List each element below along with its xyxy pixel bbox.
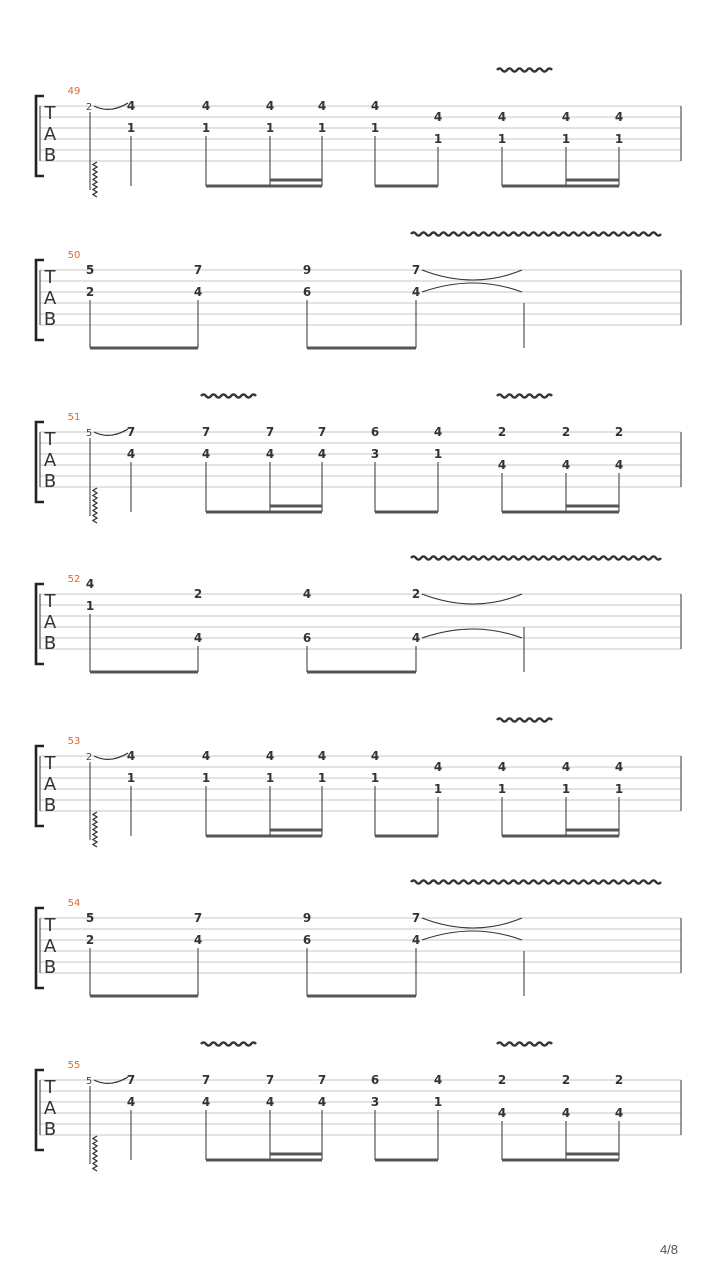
tie-arc bbox=[422, 283, 522, 292]
fret-number: 4 bbox=[614, 760, 624, 774]
fret-number: 4 bbox=[317, 1095, 327, 1109]
tie-arc bbox=[422, 918, 522, 928]
fret-number: 7 bbox=[317, 1073, 327, 1087]
tab-clef-t: T bbox=[44, 915, 56, 936]
fret-number: 4 bbox=[126, 99, 136, 113]
page-number: 4/8 bbox=[659, 1242, 679, 1257]
vibrato-mark bbox=[201, 394, 256, 397]
fret-number: 7 bbox=[411, 911, 421, 925]
fret-number: 4 bbox=[411, 933, 421, 947]
vibrato-mark bbox=[497, 718, 552, 721]
fret-number: 4 bbox=[302, 587, 312, 601]
fret-number: 4 bbox=[561, 458, 571, 472]
fret-number: 7 bbox=[193, 263, 203, 277]
fret-number: 2 bbox=[85, 285, 95, 299]
tab-clef-a: A bbox=[43, 450, 57, 471]
fret-number: 1 bbox=[370, 771, 380, 785]
fret-number: 2 bbox=[614, 425, 624, 439]
fret-number: 7 bbox=[265, 1073, 275, 1087]
fret-number: 7 bbox=[126, 1073, 136, 1087]
grace-note: 5 bbox=[85, 1076, 93, 1087]
tie-arc bbox=[422, 931, 522, 940]
fret-number: 4 bbox=[193, 631, 203, 645]
fret-number: 1 bbox=[370, 121, 380, 135]
fret-number: 1 bbox=[433, 132, 443, 146]
grace-note: 2 bbox=[85, 752, 93, 763]
fret-number: 4 bbox=[126, 749, 136, 763]
fret-number: 1 bbox=[317, 771, 327, 785]
tab-clef-t: T bbox=[44, 429, 56, 450]
fret-number: 1 bbox=[85, 599, 95, 613]
fret-number: 7 bbox=[411, 263, 421, 277]
fret-number: 4 bbox=[126, 1095, 136, 1109]
fret-number: 4 bbox=[265, 447, 275, 461]
vibrato-mark bbox=[201, 1042, 256, 1045]
grace-note: 2 bbox=[85, 102, 93, 113]
fret-number: 1 bbox=[614, 132, 624, 146]
fret-number: 4 bbox=[126, 447, 136, 461]
fret-number: 2 bbox=[193, 587, 203, 601]
measure-number: 51 bbox=[67, 412, 81, 423]
fret-number: 4 bbox=[201, 447, 211, 461]
fret-number: 2 bbox=[497, 1073, 507, 1087]
fret-number: 6 bbox=[302, 933, 312, 947]
fret-number: 1 bbox=[265, 121, 275, 135]
fret-number: 4 bbox=[201, 749, 211, 763]
fret-number: 2 bbox=[561, 425, 571, 439]
fret-number: 4 bbox=[561, 110, 571, 124]
fret-number: 6 bbox=[370, 1073, 380, 1087]
tab-clef-t: T bbox=[44, 103, 56, 124]
fret-number: 1 bbox=[201, 771, 211, 785]
arpeggio-mark bbox=[93, 1136, 97, 1171]
fret-number: 1 bbox=[433, 447, 443, 461]
fret-number: 5 bbox=[85, 263, 95, 277]
tab-clef-a: A bbox=[43, 774, 57, 795]
fret-number: 2 bbox=[561, 1073, 571, 1087]
tab-clef-b: B bbox=[43, 795, 57, 816]
fret-number: 4 bbox=[497, 1106, 507, 1120]
vibrato-mark bbox=[411, 880, 661, 883]
fret-number: 9 bbox=[302, 263, 312, 277]
fret-number: 4 bbox=[411, 285, 421, 299]
fret-number: 3 bbox=[370, 447, 380, 461]
fret-number: 2 bbox=[85, 933, 95, 947]
tab-clef-a: A bbox=[43, 612, 57, 633]
tab-clef-b: B bbox=[43, 145, 57, 166]
fret-number: 1 bbox=[126, 771, 136, 785]
tab-clef-b: B bbox=[43, 1119, 57, 1140]
fret-number: 2 bbox=[411, 587, 421, 601]
fret-number: 7 bbox=[317, 425, 327, 439]
fret-number: 4 bbox=[85, 577, 95, 591]
fret-number: 4 bbox=[265, 749, 275, 763]
fret-number: 9 bbox=[302, 911, 312, 925]
fret-number: 6 bbox=[302, 631, 312, 645]
fret-number: 4 bbox=[433, 110, 443, 124]
fret-number: 4 bbox=[433, 760, 443, 774]
tab-clef-b: B bbox=[43, 957, 57, 978]
fret-number: 2 bbox=[614, 1073, 624, 1087]
tie-arc bbox=[422, 629, 522, 638]
fret-number: 7 bbox=[201, 425, 211, 439]
tab-clef-b: B bbox=[43, 633, 57, 654]
fret-number: 5 bbox=[85, 911, 95, 925]
measure-number: 52 bbox=[67, 574, 81, 585]
fret-number: 4 bbox=[193, 933, 203, 947]
arpeggio-mark bbox=[93, 162, 97, 197]
tab-clef-b: B bbox=[43, 309, 57, 330]
tab-clef-a: A bbox=[43, 124, 57, 145]
tab-clef-t: T bbox=[44, 753, 56, 774]
fret-number: 4 bbox=[201, 99, 211, 113]
measure-number: 49 bbox=[67, 86, 81, 97]
fret-number: 1 bbox=[561, 132, 571, 146]
fret-number: 4 bbox=[433, 425, 443, 439]
arpeggio-mark bbox=[93, 488, 97, 523]
fret-number: 4 bbox=[193, 285, 203, 299]
arpeggio-mark bbox=[93, 812, 97, 847]
fret-number: 1 bbox=[201, 121, 211, 135]
tie-arc bbox=[422, 594, 522, 604]
fret-number: 1 bbox=[614, 782, 624, 796]
tab-clef-t: T bbox=[44, 1077, 56, 1098]
tie-arc bbox=[422, 270, 522, 280]
measure-number: 53 bbox=[67, 736, 81, 747]
fret-number: 6 bbox=[302, 285, 312, 299]
fret-number: 4 bbox=[614, 110, 624, 124]
fret-number: 4 bbox=[317, 749, 327, 763]
fret-number: 4 bbox=[317, 99, 327, 113]
fret-number: 4 bbox=[497, 760, 507, 774]
fret-number: 1 bbox=[497, 782, 507, 796]
fret-number: 7 bbox=[201, 1073, 211, 1087]
fret-number: 7 bbox=[265, 425, 275, 439]
fret-number: 4 bbox=[614, 458, 624, 472]
fret-number: 1 bbox=[433, 782, 443, 796]
fret-number: 7 bbox=[193, 911, 203, 925]
fret-number: 4 bbox=[561, 760, 571, 774]
fret-number: 4 bbox=[614, 1106, 624, 1120]
fret-number: 1 bbox=[317, 121, 327, 135]
fret-number: 4 bbox=[433, 1073, 443, 1087]
fret-number: 4 bbox=[265, 1095, 275, 1109]
tab-clef-b: B bbox=[43, 471, 57, 492]
tab-clef-t: T bbox=[44, 267, 56, 288]
fret-number: 2 bbox=[497, 425, 507, 439]
vibrato-mark bbox=[497, 1042, 552, 1045]
fret-number: 4 bbox=[370, 749, 380, 763]
fret-number: 4 bbox=[370, 99, 380, 113]
fret-number: 4 bbox=[561, 1106, 571, 1120]
tab-clef-a: A bbox=[43, 1098, 57, 1119]
fret-number: 6 bbox=[370, 425, 380, 439]
fret-number: 4 bbox=[497, 110, 507, 124]
fret-number: 1 bbox=[433, 1095, 443, 1109]
grace-note: 5 bbox=[85, 428, 93, 439]
fret-number: 1 bbox=[497, 132, 507, 146]
fret-number: 7 bbox=[126, 425, 136, 439]
fret-number: 1 bbox=[265, 771, 275, 785]
measure-number: 50 bbox=[67, 250, 81, 261]
fret-number: 1 bbox=[561, 782, 571, 796]
vibrato-mark bbox=[497, 68, 552, 71]
measure-number: 54 bbox=[67, 898, 81, 909]
vibrato-mark bbox=[411, 232, 661, 235]
tab-clef-t: T bbox=[44, 591, 56, 612]
measure-number: 55 bbox=[67, 1060, 81, 1071]
tab-clef-a: A bbox=[43, 936, 57, 957]
fret-number: 4 bbox=[497, 458, 507, 472]
fret-number: 4 bbox=[201, 1095, 211, 1109]
fret-number: 4 bbox=[265, 99, 275, 113]
fret-number: 1 bbox=[126, 121, 136, 135]
vibrato-mark bbox=[497, 394, 552, 397]
fret-number: 3 bbox=[370, 1095, 380, 1109]
fret-number: 4 bbox=[317, 447, 327, 461]
fret-number: 4 bbox=[411, 631, 421, 645]
vibrato-mark bbox=[411, 556, 661, 559]
tab-clef-a: A bbox=[43, 288, 57, 309]
